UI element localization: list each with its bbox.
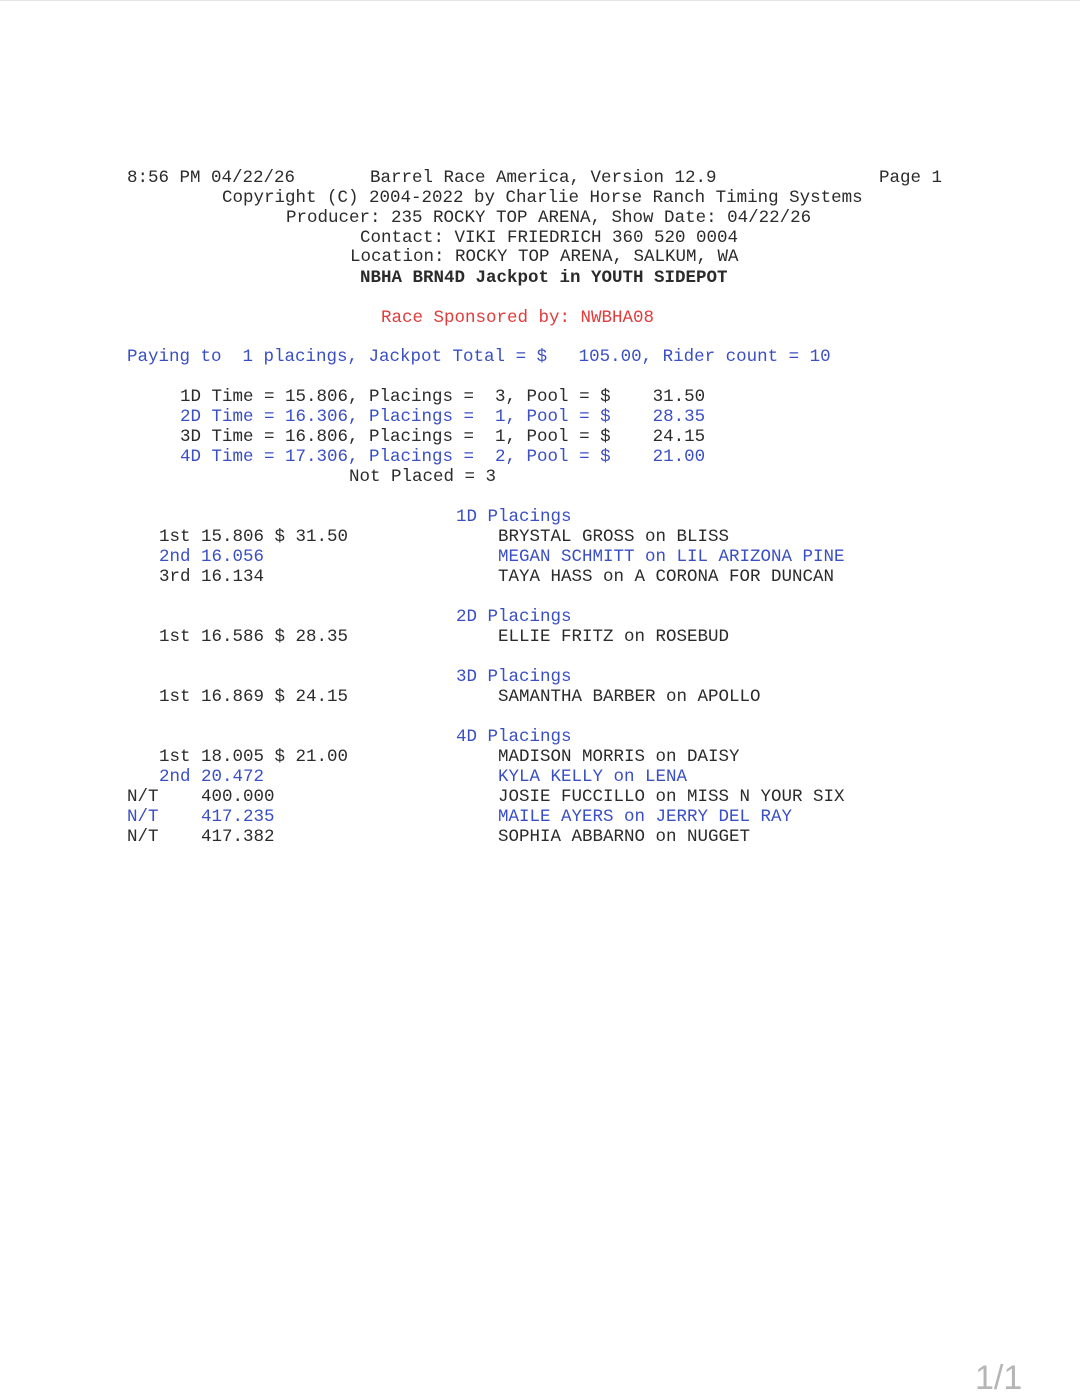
placing-result: 1st 16.586 $ 28.35 [159,627,349,647]
no-time-value: 417.235 [201,807,275,827]
location-line: Location: ROCKY TOP ARENA, SALKUM, WA [350,247,739,267]
contact-line: Contact: VIKI FRIEDRICH 360 520 0004 [360,228,739,248]
event-title: NBHA BRN4D Jackpot in YOUTH SIDEPOT [360,268,728,288]
no-time-rider: SOPHIA ABBARNO on NUGGET [498,827,751,847]
placing-result: 1st 16.869 $ 24.15 [159,687,349,707]
division-1d-summary: 1D Time = 15.806, Placings = 3, Pool = $ 31.50 [180,387,706,407]
placing-rider: BRYSTAL GROSS on BLISS [498,527,730,547]
sponsor-line: Race Sponsored by: NWBHA08 [381,308,655,328]
placing-rider: TAYA HASS on A CORONA FOR DUNCAN [498,567,835,587]
no-time-code: N/T [127,827,159,847]
no-time-value: 400.000 [201,787,275,807]
report-timestamp: 8:56 PM 04/22/26 [127,168,296,188]
no-time-code: N/T [127,807,159,827]
division-2d-summary: 2D Time = 16.306, Placings = 1, Pool = $ 28.35 [180,407,706,427]
paying-summary: Paying to 1 placings, Jackpot Total = $ 105.00, Rider count = 10 [127,347,831,367]
placings-3d-title: 3D Placings [456,667,572,687]
page-label: Page 1 [879,168,943,188]
not-placed-count: Not Placed = 3 [349,467,497,487]
no-time-rider: JOSIE FUCCILLO on MISS N YOUR SIX [498,787,845,807]
placing-result: 1st 15.806 $ 31.50 [159,527,349,547]
placing-rider: MADISON MORRIS on DAISY [498,747,740,767]
placings-2d-title: 2D Placings [456,607,572,627]
placing-rider: MEGAN SCHMITT on LIL ARIZONA PINE [498,547,845,567]
placing-result: 2nd 20.472 [159,767,265,787]
no-time-rider: MAILE AYERS on JERRY DEL RAY [498,807,793,827]
placing-rider: KYLA KELLY on LENA [498,767,688,787]
placing-rider: ELLIE FRITZ on ROSEBUD [498,627,730,647]
division-3d-summary: 3D Time = 16.806, Placings = 1, Pool = $ 24.15 [180,427,706,447]
placings-1d-title: 1D Placings [456,507,572,527]
producer-line: Producer: 235 ROCKY TOP ARENA, Show Date: 04/22/26 [286,208,812,228]
no-time-code: N/T [127,787,159,807]
no-time-value: 417.382 [201,827,275,847]
placing-result: 2nd 16.056 [159,547,265,567]
placing-result: 3rd 16.134 [159,567,265,587]
division-4d-summary: 4D Time = 17.306, Placings = 2, Pool = $ 21.00 [180,447,706,467]
placing-rider: SAMANTHA BARBER on APOLLO [498,687,761,707]
top-border [0,0,1080,1]
page-indicator: 1/1 [975,1359,1023,1397]
copyright-line: Copyright (C) 2004-2022 by Charlie Horse Ranch Timing Systems [222,188,863,208]
placings-4d-title: 4D Placings [456,727,572,747]
placing-result: 1st 18.005 $ 21.00 [159,747,349,767]
app-title: Barrel Race America, Version 12.9 [370,168,717,188]
